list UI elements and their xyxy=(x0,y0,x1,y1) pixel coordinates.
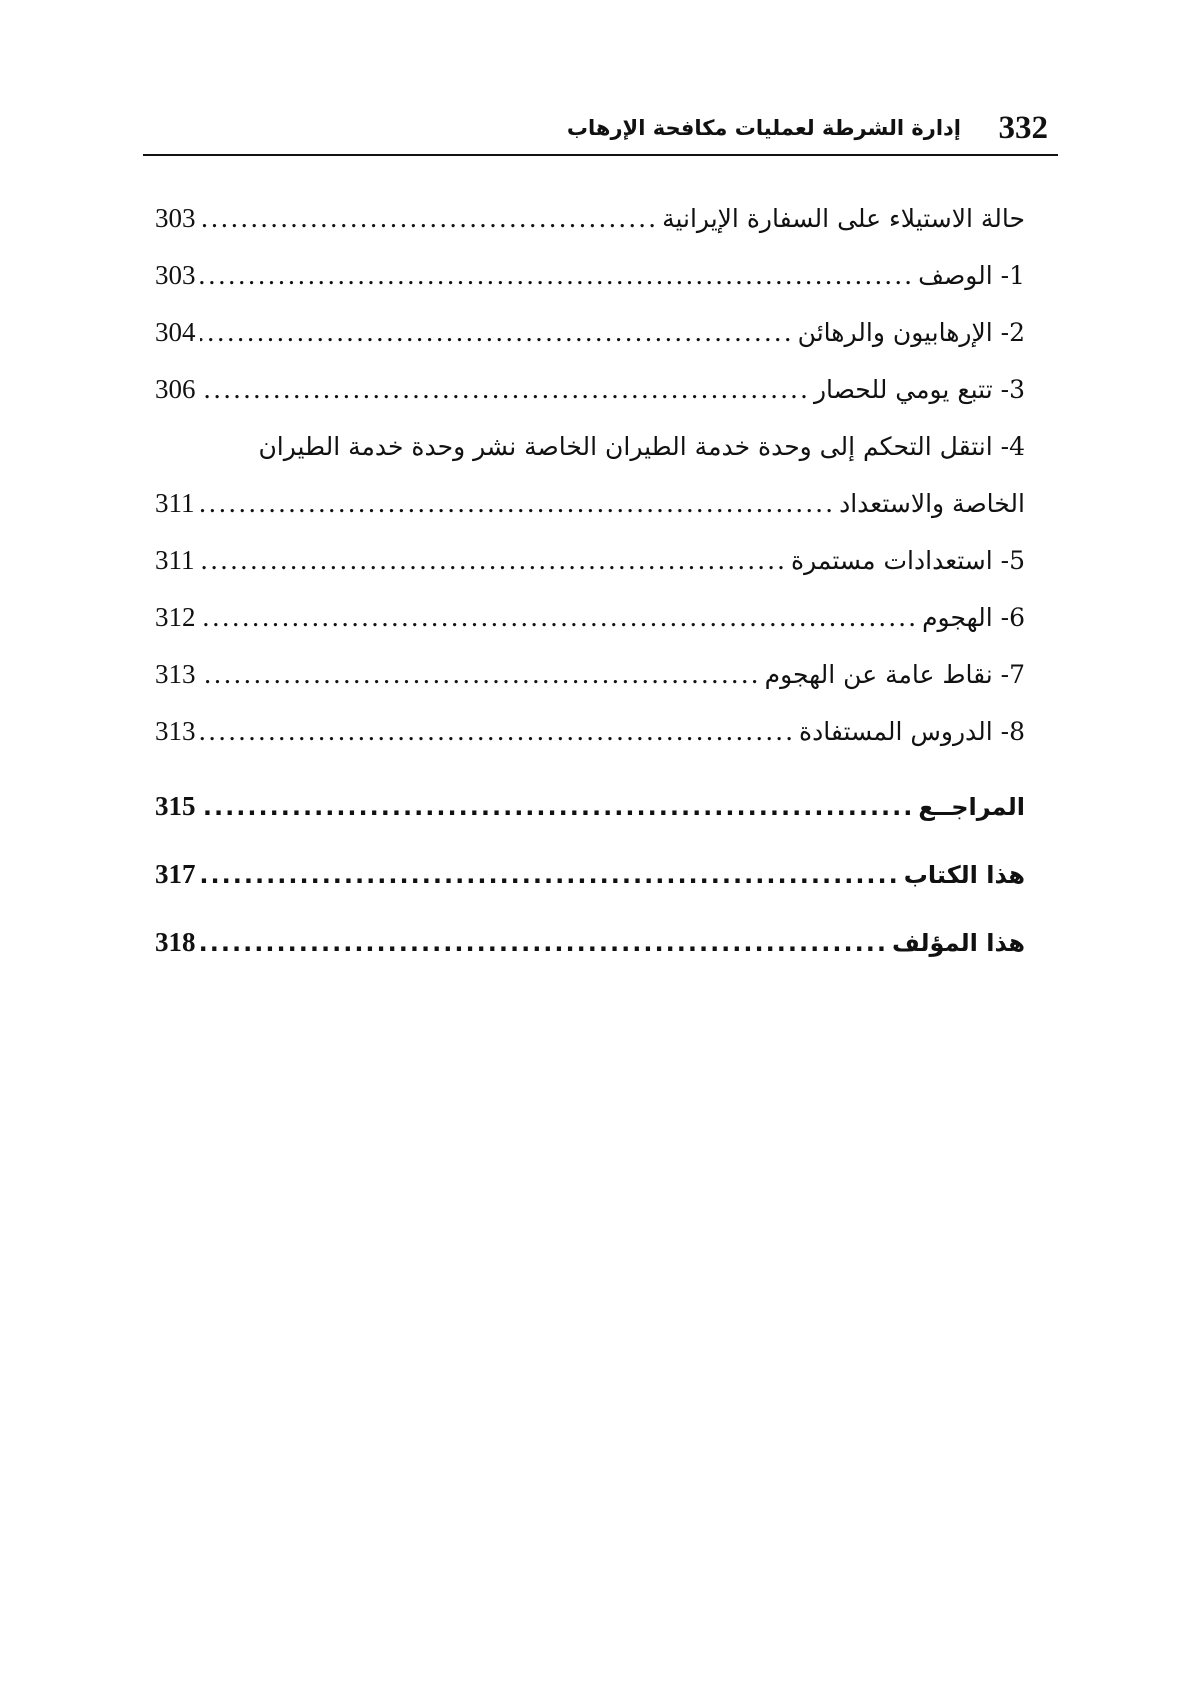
table-of-contents xyxy=(155,190,1025,976)
toc-entry xyxy=(155,304,1025,361)
toc-major-title: المراجــع xyxy=(918,793,1025,821)
toc-entry-title: 5- استعدادات مستمرة xyxy=(790,546,1025,575)
toc-entry-page: 306 xyxy=(155,374,196,404)
toc-major-title: هذا الكتاب xyxy=(903,861,1025,889)
dot-leader xyxy=(200,773,915,841)
dot-leader xyxy=(200,703,796,760)
dot-leader xyxy=(200,247,915,304)
toc-entry-page: 313 xyxy=(155,716,196,746)
toc-major-page: 317 xyxy=(155,859,196,889)
toc-entry xyxy=(155,247,1025,304)
dot-leader xyxy=(200,646,761,703)
toc-entry-title: حالة الاستيلاء على السفارة الإيرانية xyxy=(662,204,1025,233)
toc-major-entry xyxy=(155,908,1025,976)
toc-entry-title: 2- الإرهابيون والرهائن xyxy=(797,318,1025,347)
toc-entry-title: 6- الهجوم xyxy=(922,603,1025,632)
dot-leader xyxy=(200,909,888,977)
dot-leader xyxy=(200,361,810,418)
toc-entry-title: 7- نقاط عامة عن الهجوم xyxy=(764,660,1025,689)
page-header xyxy=(143,108,1058,156)
toc-entry xyxy=(155,532,1025,589)
dot-leader xyxy=(200,190,659,247)
dot-leader xyxy=(199,532,787,589)
toc-entry-page: 303 xyxy=(155,203,196,233)
toc-entry-title: 3- تتبع يومي للحصار xyxy=(813,375,1025,404)
page-number: 332 xyxy=(998,110,1048,146)
toc-entry xyxy=(155,703,1025,760)
toc-entry xyxy=(155,361,1025,418)
dot-leader xyxy=(200,589,919,646)
toc-entry-title: الخاصة والاستعداد xyxy=(839,489,1025,518)
toc-entry xyxy=(155,646,1025,703)
dot-leader xyxy=(199,475,836,532)
toc-entry-page: 313 xyxy=(155,659,196,689)
toc-entry xyxy=(155,190,1025,247)
toc-entry-page: 304 xyxy=(155,317,196,347)
toc-major-entry xyxy=(155,772,1025,840)
toc-entry-page: 311 xyxy=(155,545,195,575)
dot-leader xyxy=(200,304,794,361)
toc-entry-first-line xyxy=(155,418,1025,475)
toc-entry xyxy=(155,589,1025,646)
toc-major-page: 318 xyxy=(155,927,196,957)
toc-entry-page: 312 xyxy=(155,602,196,632)
toc-entry-page: 303 xyxy=(155,260,196,290)
toc-entry-title: 1- الوصف xyxy=(918,261,1025,290)
dot-leader xyxy=(200,841,900,909)
toc-entry-title: 4- انتقل التحكم إلى وحدة خدمة الطيران الخاصة نشر وحدة خدمة الطيران xyxy=(258,432,1025,461)
toc-entry xyxy=(155,475,1025,532)
toc-major-title: هذا المؤلف xyxy=(891,929,1025,957)
toc-entry-title: 8- الدروس المستفادة xyxy=(799,717,1025,746)
toc-major-entry xyxy=(155,840,1025,908)
toc-major-page: 315 xyxy=(155,791,196,821)
toc-entry-page: 311 xyxy=(155,488,195,518)
section-gap xyxy=(155,760,1025,772)
running-title: إدارة الشرطة لعمليات مكافحة الإرهاب xyxy=(566,116,961,140)
